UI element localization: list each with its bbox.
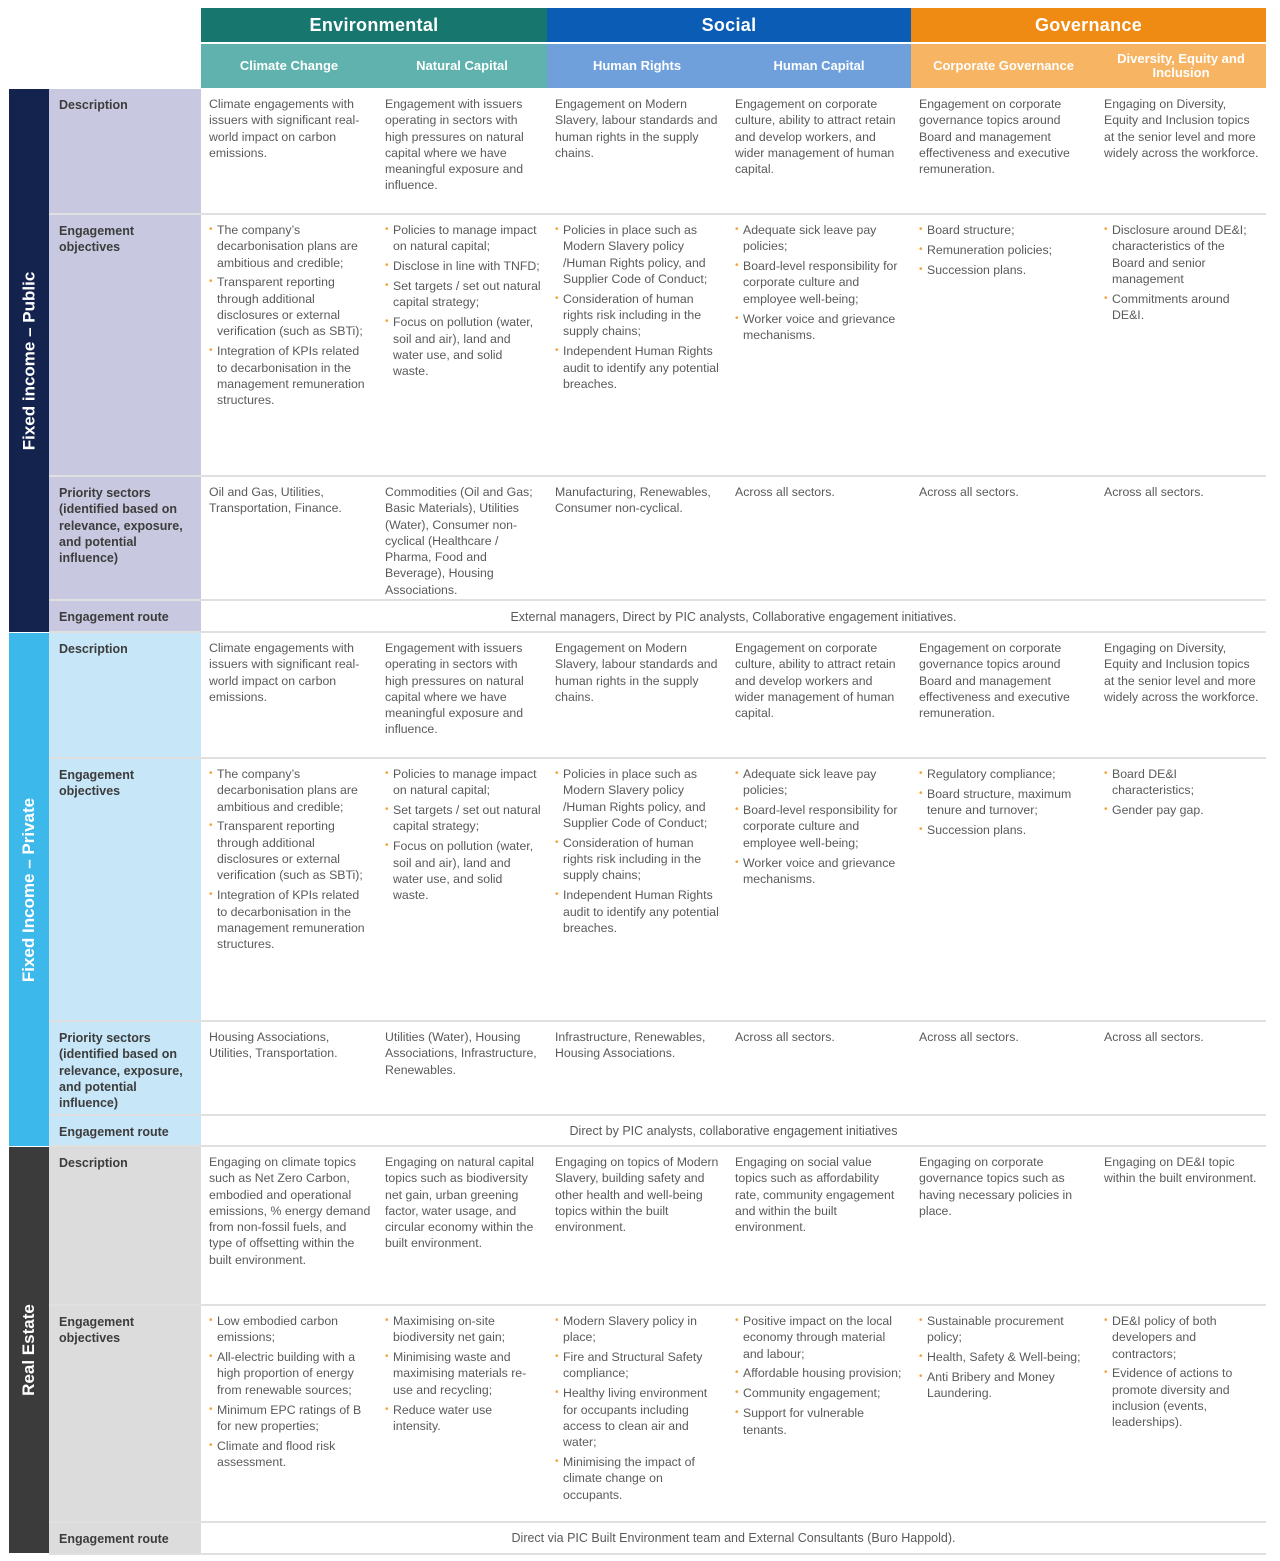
objective-item: • Integration of KPIs related to decarbonisation in the management remuneration structures. — [209, 887, 371, 952]
row-label-objectives: Engagement objectives — [49, 1306, 201, 1521]
description-human-rights: Engaging on topics of Modern Slavery, building safety and other health and well-being topics within the built environment. — [555, 1155, 719, 1235]
row-label-sectors: Priority sectors (identified based on relevance, exposure, and potential influence) — [49, 477, 201, 599]
section-band-fixed-income-public — [9, 89, 49, 632]
objective-item: • Integration of KPIs related to decarbonisation in the management remuneration structures. — [209, 343, 371, 408]
objective-item: • Low embodied carbon emissions; — [209, 1313, 371, 1346]
sectors-corporate-governance: Across all sectors. — [919, 485, 1019, 499]
section-label: Real Estate — [19, 1304, 39, 1396]
objective-item: • Worker voice and grievance mechanisms. — [735, 311, 905, 344]
description-natural-capital: Engaging on natural capital topics such as biodiversity net gain, urban greening factor, water usage, and circular economy within the built environment. — [385, 1155, 535, 1251]
row-label-route: Engagement route — [49, 1116, 201, 1146]
description-human-rights: Engagement on Modern Slavery, labour standards and human rights in the supply chains. — [555, 641, 718, 704]
objective-item: • Evidence of actions to promote diversity and inclusion (events, leaderships). — [1104, 1365, 1260, 1430]
objective-item: • Board-level responsibility for corporate culture and employee well-being; — [735, 802, 905, 851]
objectives-natural-capital — [377, 215, 547, 383]
objective-item: • Anti Bribery and Money Laundering. — [919, 1369, 1090, 1402]
sectors-dei: Across all sectors. — [1104, 485, 1204, 499]
table-bottom-line — [49, 1553, 1266, 1555]
objective-item: • Consideration of human rights risk including in the supply chains; — [555, 291, 721, 340]
objective-item: • Worker voice and grievance mechanisms. — [735, 855, 905, 888]
objective-item: • The company’s decarbonisation plans are ambitious and credible; — [209, 222, 371, 271]
objectives-human-rights — [547, 215, 727, 396]
objective-item: • Transparent reporting through additional disclosures or external verification (such as SBTi); — [209, 818, 371, 883]
objective-item: • Policies in place such as Modern Slavery policy /Human Rights policy, and Supplier Code of Conduct; — [555, 766, 721, 831]
sectors-natural-capital: Utilities (Water), Housing Associations, Infrastructure, Renewables. — [385, 1030, 537, 1077]
description-natural-capital: Engagement with issuers operating in sectors with high pressures on natural capital where we have meaningful exposure and influence. — [385, 641, 524, 737]
objectives-climate-change — [201, 759, 377, 956]
section-band-real-estate — [9, 1147, 49, 1553]
description-human-capital: Engagement on corporate culture, ability to attract retain and develop workers and wider management of human capital. — [735, 641, 896, 721]
objective-item: • Modern Slavery policy in place; — [555, 1313, 721, 1346]
row-label-route: Engagement route — [49, 601, 201, 632]
description-human-rights: Engagement on Modern Slavery, labour standards and human rights in the supply chains. — [555, 97, 718, 160]
column-header-corporate-governance: Corporate Governance — [911, 44, 1096, 88]
column-header-human-capital: Human Capital — [727, 44, 911, 88]
description-climate-change: Engaging on climate topics such as Net Zero Carbon, embodied and operational emissions, % energy demand from non-fossil fuels, and type of offsetting within the built environment. — [209, 1155, 371, 1267]
objective-item: • Sustainable procurement policy; — [919, 1313, 1090, 1346]
description-human-capital: Engagement on corporate culture, ability to attract retain and develop workers, and wider management of human capital. — [735, 97, 896, 177]
description-dei: Engaging on Diversity, Equity and Inclusion topics at the senior level and more widely across the workforce. — [1104, 641, 1259, 704]
objectives-human-capital — [727, 215, 911, 347]
section-label: Fixed income – Public — [19, 271, 38, 450]
objective-item: • Positive impact on the local economy through material and labour; — [735, 1313, 905, 1362]
objective-item: • Adequate sick leave pay policies; — [735, 222, 905, 255]
sectors-natural-capital: Commodities (Oil and Gas; Basic Materials), Utilities (Water), Consumer non-cyclical (Healthcare / Pharma, Food and Beverage), Housing Associations. — [385, 485, 533, 597]
sectors-human-capital: Across all sectors. — [735, 485, 835, 499]
objective-item: • Set targets / set out natural capital strategy; — [385, 802, 541, 835]
description-human-capital: Engaging on social value topics such as affordability rate, community engagement and within the built environment. — [735, 1155, 895, 1235]
objective-item: • Disclose in line with TNFD; — [385, 258, 541, 274]
column-header-dei: Diversity, Equity and Inclusion — [1096, 44, 1266, 88]
objective-item: • Affordable housing provision; — [735, 1365, 905, 1381]
row-label-sectors: Priority sectors (identified based on relevance, exposure, and potential influence) — [49, 1022, 201, 1114]
objective-item: • Board structure, maximum tenure and turnover; — [919, 786, 1090, 819]
objective-item: • Policies in place such as Modern Slavery policy /Human Rights policy, and Supplier Code of Conduct; — [555, 222, 721, 287]
row-label-objectives: Engagement objectives — [49, 215, 201, 475]
column-header-climate-change: Climate Change — [201, 44, 377, 88]
objective-item: • Minimum EPC ratings of B for new properties; — [209, 1402, 371, 1435]
sectors-human-capital: Across all sectors. — [735, 1030, 835, 1044]
objectives-human-capital — [727, 759, 911, 891]
objectives-human-rights — [547, 759, 727, 940]
column-header-natural-capital: Natural Capital — [377, 44, 547, 88]
sectors-climate-change: Housing Associations, Utilities, Transportation. — [209, 1030, 338, 1061]
objective-item: • The company’s decarbonisation plans are ambitious and credible; — [209, 766, 371, 815]
objective-item: • Policies to manage impact on natural capital; — [385, 766, 541, 799]
description-dei: Engaging on DE&I topic within the built environment. — [1104, 1155, 1257, 1186]
objective-item: • Community engagement; — [735, 1385, 905, 1401]
objective-item: • Disclosure around DE&I; characteristics of the Board and senior management — [1104, 222, 1260, 287]
engagement-route: External managers, Direct by PIC analysts, Collaborative engagement initiatives. — [510, 609, 957, 624]
objective-item: • Independent Human Rights audit to identify any potential breaches. — [555, 887, 721, 936]
objectives-natural-capital — [377, 759, 547, 907]
objective-item: • Board-level responsibility for corporate culture and employee well-being; — [735, 258, 905, 307]
objectives-human-rights — [547, 1306, 727, 1507]
row-label-description: Description — [49, 1147, 201, 1304]
objective-item: • Support for vulnerable tenants. — [735, 1405, 905, 1438]
engagement-route: Direct via PIC Built Environment team and External Consultants (Buro Happold). — [511, 1531, 956, 1545]
objective-item: • Focus on pollution (water, soil and air), land and water use, and solid waste. — [385, 838, 541, 903]
description-climate-change: Climate engagements with issuers with significant real-world impact on carbon emissions. — [209, 641, 360, 704]
pillar-header-environmental: Environmental — [201, 8, 547, 42]
objective-item: • Independent Human Rights audit to identify any potential breaches. — [555, 343, 721, 392]
objective-item: • Climate and flood risk assessment. — [209, 1438, 371, 1471]
column-header-human-rights: Human Rights — [547, 44, 727, 88]
sectors-human-rights: Manufacturing, Renewables, Consumer non-cyclical. — [555, 485, 711, 516]
section-label: Fixed Income – Private — [19, 797, 38, 982]
objectives-corporate-governance — [911, 1306, 1096, 1405]
row-label-description: Description — [49, 633, 201, 757]
objective-item: • Healthy living environment for occupants including access to clean air and water; — [555, 1385, 721, 1450]
row-label-objectives: Engagement objectives — [49, 759, 201, 1020]
pillar-header-social: Social — [547, 8, 911, 42]
objectives-corporate-governance — [911, 759, 1096, 842]
objectives-dei — [1096, 759, 1266, 822]
pillar-header-governance: Governance — [911, 8, 1266, 42]
row-label-description: Description — [49, 89, 201, 213]
objective-item: • Maximising on-site biodiversity net gain; — [385, 1313, 541, 1346]
objective-item: • Board DE&I characteristics; — [1104, 766, 1260, 799]
description-corporate-governance: Engagement on corporate governance topics around Board and management effectiveness and executive remuneration. — [919, 641, 1070, 721]
objectives-dei — [1096, 1306, 1266, 1434]
objective-item: • Commitments around DE&I. — [1104, 291, 1260, 324]
objective-item: • All-electric building with a high proportion of energy from renewable sources; — [209, 1349, 371, 1398]
objective-item: • Health, Safety & Well-being; — [919, 1349, 1090, 1365]
objective-item: • Adequate sick leave pay policies; — [735, 766, 905, 799]
section-band-fixed-income-private — [9, 633, 49, 1146]
engagement-route: Direct by PIC analysts, collaborative engagement initiatives — [569, 1124, 898, 1138]
objectives-corporate-governance — [911, 215, 1096, 282]
objective-item: • Policies to manage impact on natural capital; — [385, 222, 541, 255]
objective-item: • Succession plans. — [919, 262, 1090, 278]
description-climate-change: Climate engagements with issuers with significant real-world impact on carbon emissions. — [209, 97, 360, 160]
objectives-climate-change — [201, 1306, 377, 1474]
objective-item: • Succession plans. — [919, 822, 1090, 838]
objective-item: • Reduce water use intensity. — [385, 1402, 541, 1435]
objective-item: • Regulatory compliance; — [919, 766, 1090, 782]
objective-item: • DE&I policy of both developers and contractors; — [1104, 1313, 1260, 1362]
description-dei: Engaging on Diversity, Equity and Inclusion topics at the senior level and more widely across the workforce. — [1104, 97, 1259, 160]
objective-item: • Fire and Structural Safety compliance; — [555, 1349, 721, 1382]
objective-item: • Board structure; — [919, 222, 1090, 238]
objectives-dei — [1096, 215, 1266, 327]
objective-item: • Consideration of human rights risk including in the supply chains; — [555, 835, 721, 884]
objective-item: • Gender pay gap. — [1104, 802, 1260, 818]
objective-item: • Minimising the impact of climate change on occupants. — [555, 1454, 721, 1503]
objectives-natural-capital — [377, 1306, 547, 1438]
objective-item: • Remuneration policies; — [919, 242, 1090, 258]
objective-item: • Focus on pollution (water, soil and air), land and water use, and solid waste. — [385, 314, 541, 379]
row-label-route: Engagement route — [49, 1523, 201, 1553]
sectors-corporate-governance: Across all sectors. — [919, 1030, 1019, 1044]
objectives-human-capital — [727, 1306, 911, 1441]
objectives-climate-change — [201, 215, 377, 412]
sectors-climate-change: Oil and Gas, Utilities, Transportation, Finance. — [209, 485, 342, 516]
objective-item: • Set targets / set out natural capital strategy; — [385, 278, 541, 311]
sectors-dei: Across all sectors. — [1104, 1030, 1204, 1044]
objective-item: • Transparent reporting through additional disclosures or external verification (such as SBTi); — [209, 274, 371, 339]
sectors-human-rights: Infrastructure, Renewables, Housing Associations. — [555, 1030, 706, 1061]
description-corporate-governance: Engaging on corporate governance topics such as having necessary policies in place. — [919, 1155, 1073, 1218]
description-natural-capital: Engagement with issuers operating in sectors with high pressures on natural capital where we have meaningful exposure and influence. — [385, 97, 524, 193]
objective-item: • Minimising waste and maximising materials re-use and recycling; — [385, 1349, 541, 1398]
description-corporate-governance: Engagement on corporate governance topics around Board and management effectiveness and executive remuneration. — [919, 97, 1070, 177]
